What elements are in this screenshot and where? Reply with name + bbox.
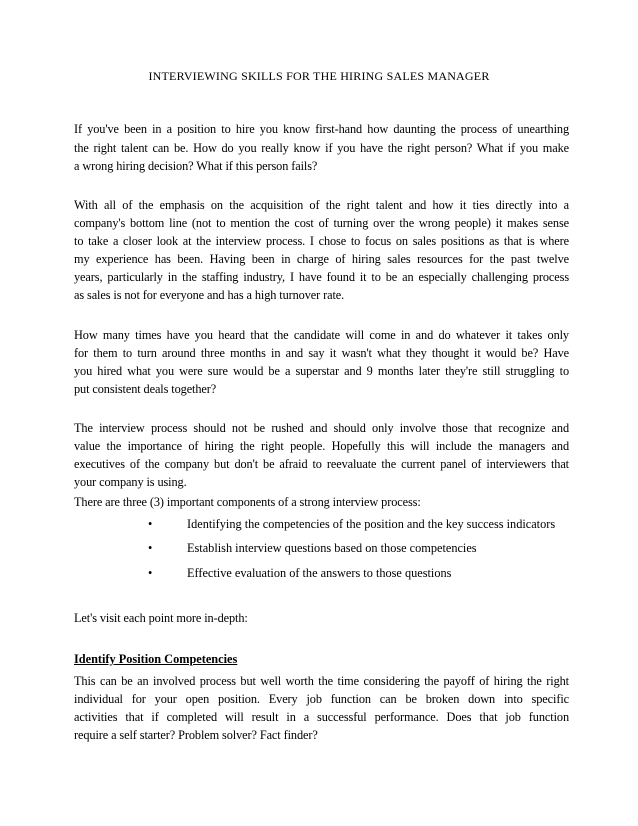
- paragraph-4-line-1: The interview process should not be rushed and should only involve those that recognize and: [74, 421, 569, 435]
- bullet-item-1: Identifying the competencies of the position and the key success indicators: [187, 517, 556, 531]
- bullet-marker-2: •: [148, 541, 153, 555]
- bullet-item-2: Establish interview questions based on those competencies: [187, 541, 477, 555]
- bullet-marker-1: •: [148, 517, 153, 531]
- paragraph-5-line-1: There are three (3) important components of a strong interview process:: [74, 495, 421, 509]
- bullet-item-3: Effective evaluation of the answers to those questions: [187, 566, 452, 580]
- section-paragraph-line-4: require a self starter? Problem solver? Fact finder?: [74, 728, 318, 742]
- bullet-marker-3: •: [148, 566, 153, 580]
- paragraph-4-line-3: executives of the company but don't be afraid to reevaluate the current panel of interviewers that: [74, 457, 569, 471]
- section-paragraph-line-2: individual for your open position. Every job function can be broken down into specific: [74, 692, 569, 706]
- section-heading: Identify Position Competencies: [74, 652, 238, 666]
- paragraph-1-line-2: the right talent can be. How do you really know if you have the right person? What if you make: [74, 141, 569, 155]
- paragraph-2-line-1: With all of the emphasis on the acquisition of the right talent and how it ties directly into a: [74, 198, 569, 212]
- paragraph-4-line-2: value the importance of hiring the right people. Hopefully this will include the managers and: [74, 439, 569, 453]
- paragraph-4-line-4: your company is using.: [74, 475, 187, 489]
- paragraph-2-line-3: to take a closer look at the interview process. I chose to focus on sales positions as that is where: [74, 234, 569, 248]
- section-paragraph-line-1: This can be an involved process but well worth the time considering the payoff of hiring the right: [74, 674, 569, 688]
- paragraph-2-line-5: years, particularly in the staffing industry, I have found it to be an especially challenging process: [74, 270, 569, 284]
- paragraph-1-line-1: If you've been in a position to hire you know first-hand how daunting the process of unearthing: [74, 122, 569, 136]
- paragraph-3-line-2: for them to turn around three months in and say it wasn't what they thought it would be? Have: [74, 346, 569, 360]
- paragraph-2-line-4: my experience has been. Having been in charge of hiring sales resources for the past twelve: [74, 252, 569, 266]
- paragraph-1-line-3: a wrong hiring decision? What if this person fails?: [74, 159, 318, 173]
- paragraph-3-line-1: How many times have you heard that the candidate will come in and do whatever it takes only: [74, 328, 569, 342]
- section-paragraph-line-3: activities that if completed will result in a successful performance. Does that job function: [74, 710, 569, 724]
- paragraph-3-line-3: you hired what you were sure would be a superstar and 9 months later they're still struggling to: [74, 364, 569, 378]
- document-title: INTERVIEWING SKILLS FOR THE HIRING SALES MANAGER: [148, 69, 490, 83]
- paragraph-2-line-2: company's bottom line (not to mention the cost of turning over the wrong people) it makes sense: [74, 216, 569, 230]
- paragraph-3-line-4: put consistent deals together?: [74, 382, 217, 396]
- visit-line: Let's visit each point more in-depth:: [74, 611, 248, 625]
- paragraph-2-line-6: as sales is not for everyone and has a high turnover rate.: [74, 288, 345, 302]
